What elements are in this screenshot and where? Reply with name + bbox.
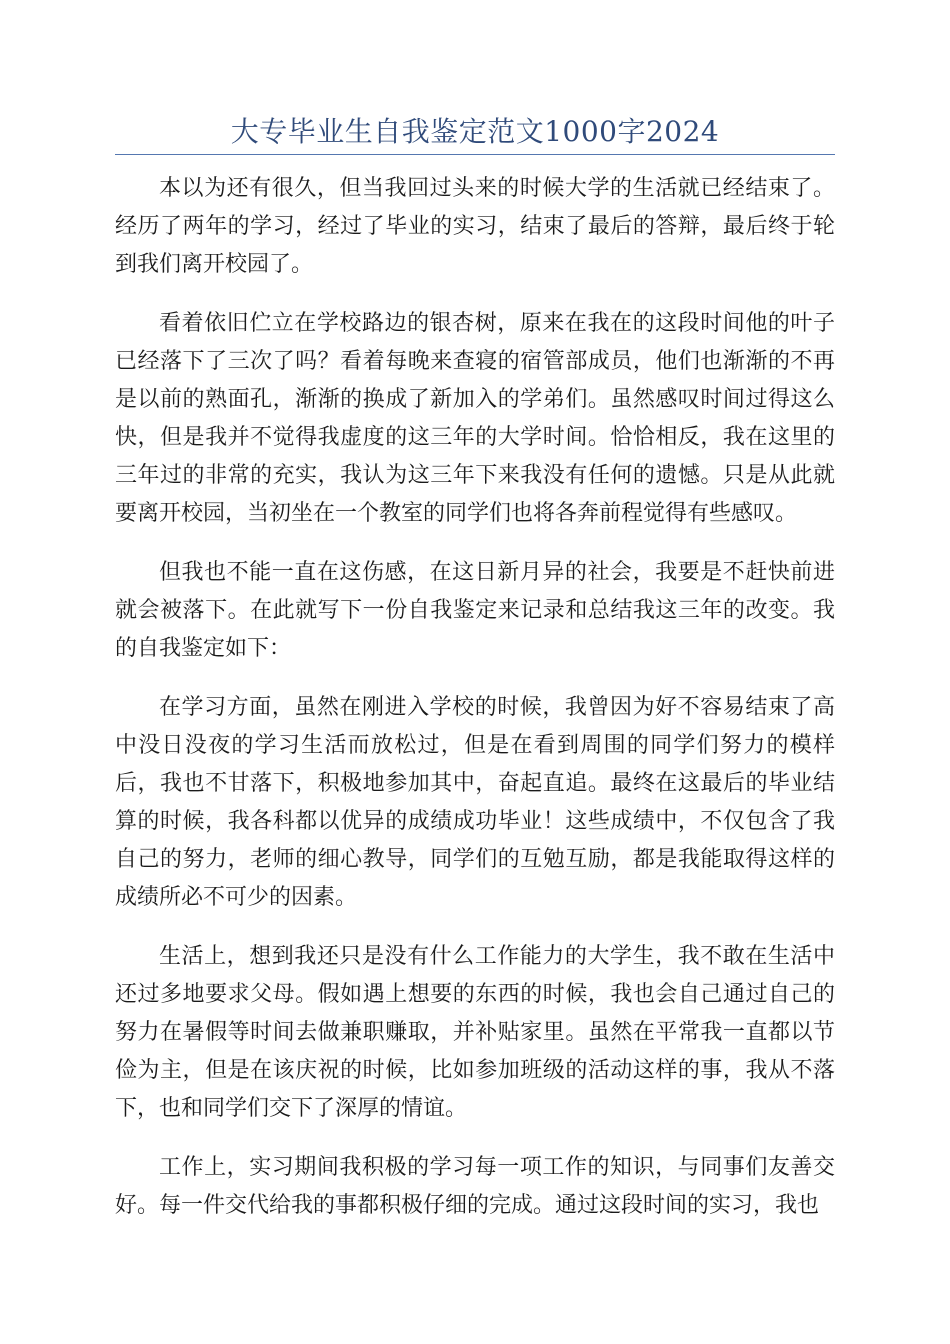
paragraph-1: 本以为还有很久，但当我回过头来的时候大学的生活就已经结束了。经历了两年的学习，经过了毕业的实习，结束了最后的答辩，最后终于轮到我们离开校园了。 <box>115 176 835 277</box>
title-underline <box>115 154 835 155</box>
paragraph-6: 工作上，实习期间我积极的学习每一项工作的知识，与同事们友善交好。每一件交代给我的事都积极仔细的完成。通过这段时间的实习，我也 <box>115 1155 835 1218</box>
paragraph-4: 在学习方面，虽然在刚进入学校的时候，我曾因为好不容易结束了高中没日没夜的学习生活而放松过，但是在看到周围的同学们努力的模样后，我也不甘落下，积极地参加其中，奋起直追。最终在这最后的毕业结算的时候，我各科都以优异的成绩成功毕业！这些成绩中，不仅包含了我自己的努力，老师的细心教导，同学们的互勉互励，都是我能取得这样的成绩所必不可少的因素。 <box>115 695 835 910</box>
paragraph-5: 生活上，想到我还只是没有什么工作能力的大学生，我不敢在生活中还过多地要求父母。假如遇上想要的东西的时候，我也会自己通过自己的努力在暑假等时间去做兼职赚取，并补贴家里。虽然在平常我一直都以节俭为主，但是在该庆祝的时候，比如参加班级的活动这样的事，我从不落下，也和同学们交下了深厚的情谊。 <box>115 944 835 1121</box>
document-body <box>115 170 835 1246</box>
document-title: 大专毕业生自我鉴定范文1000字2024 <box>230 115 720 148</box>
paragraph-2: 看着依旧伫立在学校路边的银杏树，原来在我在的这段时间他的叶子已经落下了三次了吗？看着每晚来查寝的宿管部成员，他们也渐渐的不再是以前的熟面孔，渐渐的换成了新加入的学弟们。虽然感叹时间过得这么快，但是我并不觉得我虚度的这三年的大学时间。恰恰相反，我在这里的三年过的非常的充实，我认为这三年下来我没有任何的遗憾。只是从此就要离开校园，当初坐在一个教室的同学们也将各奔前程觉得有些感叹。 <box>115 311 835 526</box>
paragraph-3: 但我也不能一直在这伤感，在这日新月异的社会，我要是不赶快前进就会被落下。在此就写下一份自我鉴定来记录和总结我这三年的改变。我的自我鉴定如下： <box>115 560 835 661</box>
